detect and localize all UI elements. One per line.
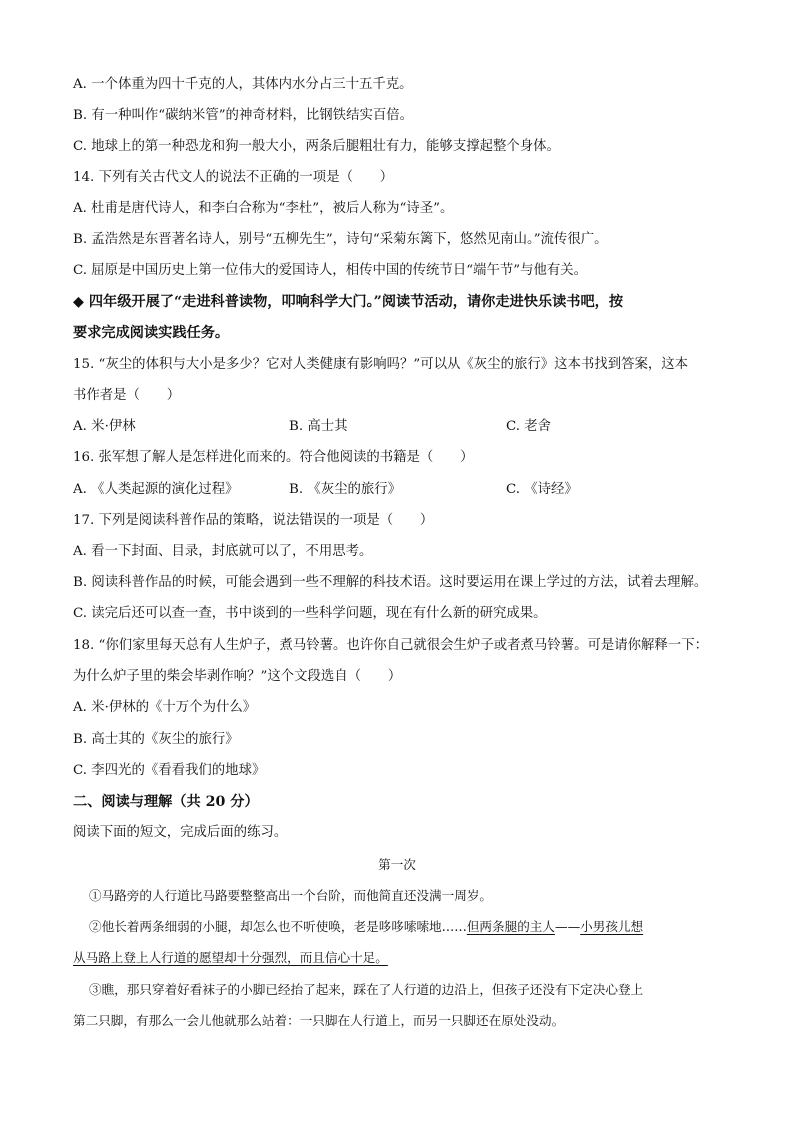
section-heading: 二、阅读与理解（共 20 分）: [73, 794, 259, 810]
q17-option-b: B. 阅读科普作品的时候，可能会遇到一些不理解的科技术语。这时要运用在课上学过的方法，试着去理解。: [73, 575, 708, 590]
q13-option-c: C. 地球上的第一种恐龙和狗一般大小，两条后腿粗壮有力，能够支撑起整个身体。: [73, 139, 560, 154]
section-instruction: 阅读下面的短文，完成后面的练习。: [73, 825, 288, 840]
q15-stem-line2: 书作者是（ ）: [73, 388, 181, 403]
passage-p2-underlined-text-a: 但两条腿的主人: [466, 919, 555, 934]
passage-title: 第一次: [378, 857, 416, 872]
q15-option-c: C. 老舍: [506, 419, 552, 434]
q13-option-b: B. 有一种叫作“碳纳米管”的神奇材料，比钢铁结实百倍。: [73, 108, 414, 123]
q17-option-a: A. 看一下封面、目录，封底就可以了，不用思考。: [73, 544, 373, 559]
q18-stem-line1: 18. “你们家里每天总有人生炉子，煮马铃薯。也许你自己就很会生炉子或者煮马铃薯。可是请你解释一下：: [73, 638, 708, 653]
q18-option-c: C. 李四光的《看看我们的地球》: [73, 763, 266, 778]
passage-paragraph-2-line2: [73, 950, 388, 965]
passage-p2-underlined-line2: 从马路上登上人行道的愿望却十分强烈，而且信心十足。: [73, 950, 388, 965]
q16-option-b: B. 《灰尘的旅行》: [289, 482, 402, 497]
q13-option-a: A. 一个体重为四十千克的人，其体内水分占三十五千克。: [73, 77, 413, 92]
task-intro-line2: 要求完成阅读实践任务。: [73, 325, 230, 341]
q16-option-a: A. 《人类起源的演化过程》: [73, 482, 239, 497]
q14-option-b: B. 孟浩然是东晋著名诗人，别号“五柳先生”，诗句“采菊东篱下，悠然见南山。”流传很广。: [73, 232, 608, 247]
q18-option-a: A. 米·伊林的《十万个为什么》: [73, 700, 257, 715]
passage-p2-dash: ——: [554, 919, 581, 934]
q14-option-a: A. 杜甫是唐代诗人，和李白合称为“李杜”，被后人称为“诗圣”。: [73, 201, 454, 216]
passage-paragraph-1: ①马路旁的人行道比马路要整整高出一个台阶，而他简直还没满一周岁。: [89, 888, 492, 903]
q18-option-b: B. 高士其的《灰尘的旅行》: [73, 732, 239, 747]
q17-stem: 17. 下列是阅读科普作品的策略，说法错误的一项是（ ）: [73, 513, 434, 528]
task-intro-line1: ◆ 四年级开展了“走进科普读物，叩响科学大门。”阅读节活动，请你走进快乐读书吧，按: [73, 294, 624, 310]
q14-stem: 14. 下列有关古代文人的说法不正确的一项是（ ）: [73, 170, 394, 185]
q15-option-a: A. 米·伊林: [73, 419, 136, 434]
passage-p2-plain-text: ②他长着两条细弱的小腿，却怎么也不听使唤，老是哆哆嗦嗦地……: [89, 919, 467, 934]
q15-stem-line1: 15. “灰尘的体积与大小是多少？它对人类健康有影响吗？”可以从《灰尘的旅行》这本书找到答案，这本: [73, 357, 689, 372]
passage-paragraph-3-line2: 第二只脚，有那么一会儿他就那么站着：一只脚在人行道上，而另一只脚还在原处没动。: [73, 1013, 565, 1028]
q15-option-b: B. 高士其: [289, 419, 348, 434]
q17-option-c: C. 读完后还可以查一查，书中谈到的一些科学问题，现在有什么新的研究成果。: [73, 606, 547, 621]
q14-option-c: C. 屈原是中国历史上第一位伟大的爱国诗人，相传中国的传统节日“端午节”与他有关。: [73, 263, 588, 278]
q16-stem: 16. 张军想了解人是怎样进化而来的。符合他阅读的书籍是（ ）: [73, 450, 474, 465]
passage-paragraph-3-line1: ③瞧，那只穿着好看袜子的小脚已经抬了起来，踩在了人行道的边沿上，但孩子还没有下定决心登上: [89, 982, 644, 997]
passage-p2-underlined-text-b: 小男孩儿想: [580, 919, 644, 934]
q16-option-c: C. 《诗经》: [506, 482, 578, 497]
passage-paragraph-2-line1: [89, 919, 643, 934]
q18-stem-line2: 为什么炉子里的柴会毕剥作响？”这个文段选自（ ）: [73, 669, 402, 684]
